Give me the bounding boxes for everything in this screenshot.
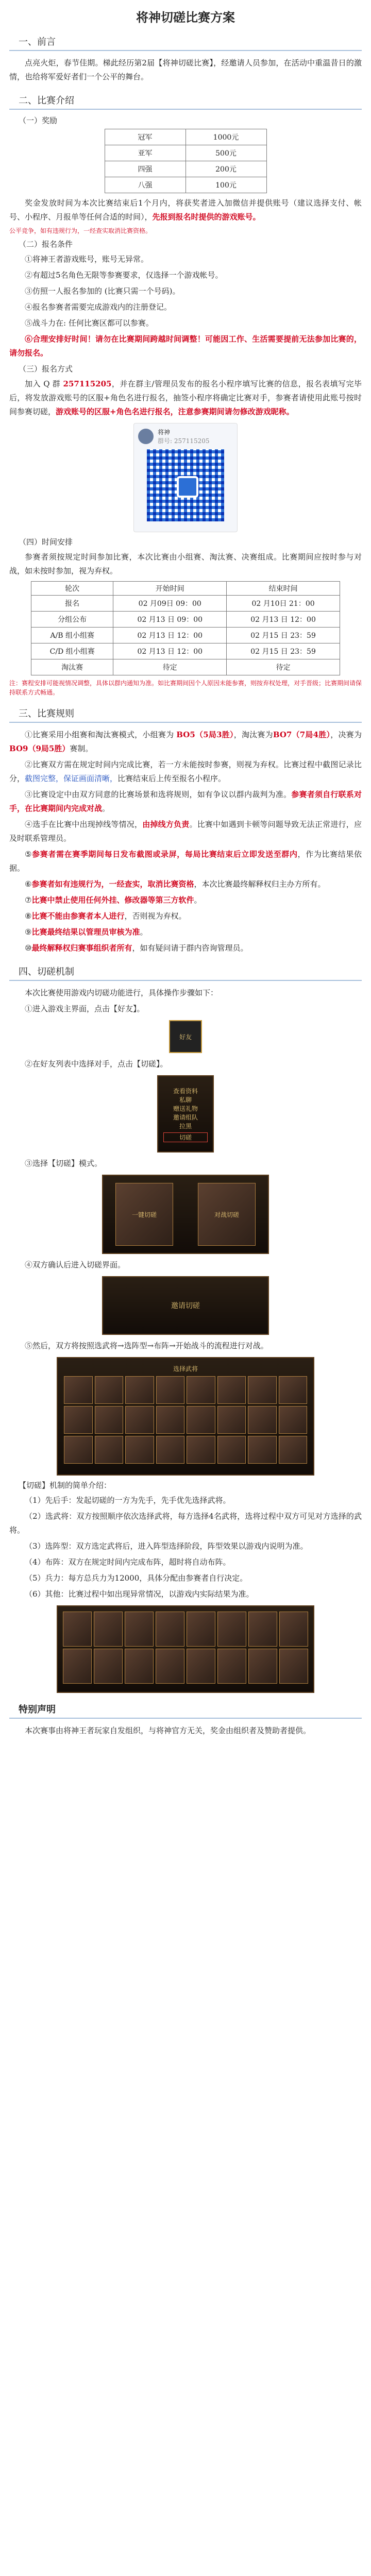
rule-text: 比赛不能由参赛者本人进行 bbox=[31, 911, 125, 921]
prize-row bbox=[105, 129, 266, 145]
signup-item: ⑤战斗力在: 任何比赛区都可以参赛。 bbox=[25, 318, 154, 328]
formation-slot bbox=[187, 1649, 215, 1684]
schedule-cell: 02 月13 日 12：00 bbox=[113, 628, 227, 643]
hero-portrait bbox=[156, 1436, 185, 1464]
formation-slot bbox=[156, 1612, 184, 1647]
signup-way-highlight: 游戏账号的区服+角色名进行报名，注意参赛期间请勿修改游戏昵称。 bbox=[56, 407, 294, 416]
formation-slot bbox=[187, 1612, 215, 1647]
rule-text: ，淘汰赛为 bbox=[233, 730, 273, 739]
formation-slot bbox=[125, 1649, 154, 1684]
rule-text: BO9（9局5胜） bbox=[9, 744, 70, 753]
step-4: ④双方确认后进入切磋界面。 bbox=[25, 1260, 126, 1269]
prize-cell: 冠军 bbox=[105, 129, 185, 145]
hero-select-title: 选择武将 bbox=[173, 1365, 198, 1372]
mechanism-list bbox=[9, 1494, 362, 1601]
hero-portrait bbox=[64, 1406, 93, 1434]
mechanism-intro: 本次比赛使用游戏内切磋功能进行，具体操作步骤如下： bbox=[25, 988, 218, 997]
menu-item: 查看资料 bbox=[173, 1088, 198, 1095]
mechanism-item: （6）其他：比赛过程中如出现异常情况，以游戏内实际结果为准。 bbox=[25, 1589, 254, 1599]
rule-item bbox=[9, 818, 362, 845]
signup-way-paragraph bbox=[9, 377, 362, 419]
prize-cell: 八强 bbox=[105, 177, 185, 193]
hero-portrait bbox=[156, 1406, 185, 1434]
rule-item bbox=[9, 788, 362, 816]
hero-portrait bbox=[125, 1376, 154, 1404]
rule-text: ③比赛设定中由双方同意的比赛场景和选将规则，如有争议以群内裁判为准。 bbox=[25, 790, 292, 799]
screenshot-friend-button bbox=[169, 1020, 202, 1053]
rule-text: 截图完整，保证画面清晰， bbox=[25, 774, 118, 783]
time-title: （四）时间安排 bbox=[19, 537, 73, 547]
prize-table bbox=[105, 129, 267, 193]
hero-portrait bbox=[95, 1436, 124, 1464]
prize-text-highlight: 先报到报名时提供的游戏账号。 bbox=[152, 212, 261, 222]
hero-portrait bbox=[95, 1376, 124, 1404]
rule-text: ①比赛采用小组赛和淘汰赛模式，小组赛为 bbox=[25, 730, 177, 739]
formation-slot bbox=[217, 1649, 246, 1684]
formation-slot bbox=[248, 1612, 277, 1647]
rule-text: ，如有疑问请于群内咨询管理员。 bbox=[132, 943, 248, 953]
formation-grid bbox=[63, 1612, 308, 1684]
rule-text: 。 bbox=[140, 927, 148, 937]
hero-portrait bbox=[125, 1406, 154, 1434]
rule-text: ⑤ bbox=[25, 850, 32, 859]
hero-portrait bbox=[279, 1406, 308, 1434]
formation-slot bbox=[63, 1612, 92, 1647]
hero-portrait bbox=[248, 1376, 277, 1404]
rule-item bbox=[9, 848, 362, 875]
divider bbox=[9, 50, 362, 51]
divider bbox=[9, 980, 362, 981]
mechanism-item: （5）兵力：每方总兵力为12000，具体分配由参赛者自行决定。 bbox=[25, 1573, 248, 1583]
rule-item bbox=[9, 941, 362, 955]
hero-portrait bbox=[187, 1436, 215, 1464]
qr-group-sub: 群号: 257115205 bbox=[158, 437, 210, 445]
rule-text: ，决赛为 bbox=[330, 730, 362, 739]
step-1: ①进入游戏主界面，点击【好友】。 bbox=[25, 1004, 145, 1013]
rule-text: 参赛者如有违规行为，一经查实，取消比赛资格 bbox=[31, 879, 194, 889]
battle-spar-label: 对战切磋 bbox=[214, 1211, 239, 1218]
rule-text: ，本次比赛最终解释权归主办方所有。 bbox=[194, 879, 326, 889]
rule-text: 比赛中禁止使用任何外挂、修改器等第三方软件 bbox=[31, 895, 194, 905]
quick-spar-card bbox=[115, 1183, 173, 1246]
hero-portrait bbox=[156, 1376, 185, 1404]
formation-slot bbox=[279, 1612, 308, 1647]
qq-logo-icon bbox=[177, 476, 198, 498]
hero-portrait bbox=[95, 1406, 124, 1434]
rule-text: BO7（7局4胜） bbox=[273, 730, 331, 739]
menu-item: 邀请组队 bbox=[173, 1114, 198, 1121]
formation-slot bbox=[156, 1649, 184, 1684]
menu-item: 拉黑 bbox=[179, 1123, 192, 1130]
screenshot-hero-select bbox=[57, 1357, 314, 1476]
signup-list bbox=[9, 252, 362, 360]
mechanism-item: （1）先后手：发起切磋的一方为先手，先手优先选择武将。 bbox=[25, 1496, 231, 1505]
prize-title: （一）奖励 bbox=[19, 116, 58, 125]
schedule-cell: A/B 组小组赛 bbox=[31, 628, 113, 643]
schedule-cell: 淘汰赛 bbox=[31, 659, 113, 675]
qr-code-image bbox=[147, 449, 224, 521]
hero-portrait bbox=[279, 1376, 308, 1404]
rule-text: 参赛者需在赛季期间每日发布截图或录屏，每局比赛结束后立即发送至群内 bbox=[32, 850, 298, 859]
rule-text: 。 bbox=[102, 804, 110, 813]
signup-item: ④报名参赛者需要完成游戏内的注册登记。 bbox=[25, 302, 172, 312]
schedule-cell: 02 月09日 09：00 bbox=[113, 596, 227, 612]
battle-spar-card bbox=[198, 1183, 256, 1246]
rule-item bbox=[9, 877, 362, 891]
screenshot-friend-menu bbox=[157, 1075, 214, 1153]
schedule-cell: 分组公布 bbox=[31, 612, 113, 628]
rule-text: ⑥ bbox=[25, 879, 32, 889]
page-title: 将神切磋比赛方案 bbox=[136, 10, 235, 25]
hero-portrait bbox=[217, 1406, 246, 1434]
prize-cell: 200元 bbox=[185, 161, 266, 177]
rule-text: 比赛结束后上传至报名小程序。 bbox=[117, 774, 226, 783]
schedule-cell: 待定 bbox=[113, 659, 227, 675]
rule-text: 赛制。 bbox=[70, 744, 93, 753]
schedule-cell: 报名 bbox=[31, 596, 113, 612]
schedule-cell: 02 月10日 21：00 bbox=[227, 596, 340, 612]
hero-portrait bbox=[187, 1376, 215, 1404]
section-title-3: 三、比赛规则 bbox=[19, 708, 74, 719]
avatar bbox=[138, 429, 154, 444]
rule-text: ⑦ bbox=[25, 895, 32, 905]
schedule-note: 注：赛程安排可能视情况调整，具体以群内通知为准。如比赛期间因个人原因未能参赛，则按弃权处理，对手晋级；比赛期间请保持联系方式畅通。 bbox=[9, 680, 362, 696]
hero-portrait bbox=[187, 1406, 215, 1434]
mechanism-item: （3）选阵型：双方选定武将后，进入阵型选择阶段，阵型效果以游戏内说明为准。 bbox=[25, 1541, 308, 1551]
signup-way-title: （三）报名方式 bbox=[19, 364, 73, 374]
mechanism-item: （2）选武将：双方按照顺序依次选择武将，每方选择4名武将，选将过程中双方可见对方选择的武将。 bbox=[9, 1512, 362, 1535]
rule-text: ，否则视为弃权。 bbox=[124, 911, 187, 921]
rules-list bbox=[9, 728, 362, 955]
rule-text: BO5（5局3胜） bbox=[176, 730, 234, 739]
schedule-cell: 02 月15 日 23：59 bbox=[227, 628, 340, 643]
section-title-4: 四、切磋机制 bbox=[19, 967, 74, 977]
hero-portrait bbox=[217, 1436, 246, 1464]
rule-text: 参赛者须自行联系对手，在比赛期间内完成对战 bbox=[9, 790, 362, 813]
signup-way-text-b: ，并在群主/管理员发布的报名小程序填写比赛的信息，报名表填写完毕后，将发放游戏账号的区服+角色名进行报名，抽签小程序将确定比赛对手，参赛者请使用此账号按时间参赛切磋， bbox=[9, 379, 362, 416]
signup-item: ③仿照一人报名参加的 (比赛只需一个号码)。 bbox=[25, 286, 180, 296]
prize-text: 奖金发放时间为本次比赛结束后1个月内，将获奖者进入加微信并提供账号（建议选择支付、帐号、小程序、月报单等任何合适的时间）， bbox=[9, 198, 362, 222]
schedule-cell: 02 月13 日 12：00 bbox=[227, 612, 340, 628]
prize-cell: 四强 bbox=[105, 161, 185, 177]
time-paragraph: 参赛者须按规定时间参加比赛，本次比赛由小组赛、淘汰赛、决赛组成。比赛期间应按时参与对战，如未按时参加，视为弃权。 bbox=[9, 552, 362, 575]
rule-item bbox=[9, 909, 362, 923]
schedule-cell: 02 月15 日 23：59 bbox=[227, 643, 340, 659]
screenshot-invite-dialog bbox=[102, 1276, 269, 1335]
rule-item bbox=[9, 925, 362, 939]
schedule-header-cell: 结束时间 bbox=[227, 582, 340, 596]
formation-slot bbox=[217, 1612, 246, 1647]
rule-text: 由掉线方负责 bbox=[142, 820, 190, 829]
invite-dialog-label: 邀请切磋 bbox=[171, 1302, 200, 1310]
hero-portrait bbox=[279, 1436, 308, 1464]
step-3: ③选择【切磋】模式。 bbox=[25, 1159, 103, 1168]
qr-card[interactable] bbox=[133, 423, 238, 532]
prize-cell: 1000元 bbox=[185, 129, 266, 145]
qr-group-name: 将神 bbox=[158, 429, 171, 436]
schedule-cell: 02 月13 日 09：00 bbox=[113, 612, 227, 628]
signup-title: （二）报名条件 bbox=[19, 240, 73, 249]
schedule-row bbox=[31, 643, 340, 659]
prize-cell: 100元 bbox=[185, 177, 266, 193]
quick-spar-label: 一键切磋 bbox=[131, 1211, 157, 1218]
hero-portrait bbox=[64, 1376, 93, 1404]
section-title-2: 二、比赛介绍 bbox=[19, 95, 74, 106]
hero-portrait bbox=[248, 1436, 277, 1464]
friend-button-label: 好友 bbox=[179, 1033, 192, 1041]
hero-portrait bbox=[125, 1436, 154, 1464]
rule-text: ⑧ bbox=[25, 911, 32, 921]
formation-slot bbox=[248, 1649, 277, 1684]
prize-paragraph bbox=[9, 196, 362, 224]
prize-row bbox=[105, 177, 266, 193]
schedule-cell: 待定 bbox=[227, 659, 340, 675]
rule-item bbox=[9, 893, 362, 907]
rule-item bbox=[9, 728, 362, 756]
hero-portrait bbox=[248, 1406, 277, 1434]
screenshot-spar-mode bbox=[102, 1175, 269, 1254]
prize-cell: 500元 bbox=[185, 145, 266, 161]
rule-text: ②比赛双方需在规定时间内完成比赛，若一方未能按时参赛，则视为弃权。比赛过程中截图记录比分， bbox=[9, 760, 362, 783]
formation-slot bbox=[125, 1612, 154, 1647]
signup-item: ②有超过5名角色无限等参赛要求，仅选择一个游戏帐号。 bbox=[25, 270, 223, 280]
rule-text: 比赛最终结果以管理员审核为准 bbox=[31, 927, 140, 937]
formation-slot bbox=[63, 1649, 92, 1684]
divider bbox=[9, 722, 362, 723]
signup-item: ①将神王者游戏账号，账号无异常。 bbox=[25, 255, 149, 264]
mechanism-item: （4）布阵：双方在规定时间内完成布阵，超时将自动布阵。 bbox=[25, 1557, 231, 1567]
prize-row bbox=[105, 145, 266, 161]
schedule-table bbox=[31, 581, 340, 675]
signup-item: ⑥合理安排好时间！请勿在比赛期间跨越时间调整！可能因工作、生活需要提前无法参加比赛的，请勿报名。 bbox=[9, 334, 362, 358]
formation-slot bbox=[94, 1612, 123, 1647]
hero-portrait bbox=[217, 1376, 246, 1404]
schedule-row bbox=[31, 628, 340, 643]
hero-portrait bbox=[64, 1436, 93, 1464]
menu-item: 私聊 bbox=[179, 1096, 192, 1104]
rule-text: ⑨ bbox=[25, 927, 32, 937]
schedule-row bbox=[31, 612, 340, 628]
document-page bbox=[0, 7, 371, 2576]
formation-slot bbox=[279, 1649, 308, 1684]
schedule-header-cell: 轮次 bbox=[31, 582, 113, 596]
intro-paragraph: 点亮火炬，春节佳期。梯此经历第2届【将神切磋比赛】，经邀请人员参加，在活动中重温昔日的激情，也给将军爱好者们一个公平的舞台。 bbox=[9, 58, 362, 81]
prize-note: 公平竞争，如有违规行为，一经查实取消比赛资格。 bbox=[9, 227, 152, 234]
schedule-row bbox=[31, 659, 340, 675]
menu-item-spar: 切磋 bbox=[163, 1132, 208, 1142]
menu-item: 赠送礼物 bbox=[173, 1105, 198, 1112]
qq-group-number[interactable]: 257115205 bbox=[63, 379, 112, 388]
hero-grid bbox=[64, 1376, 307, 1464]
step-5 bbox=[9, 1339, 362, 1353]
step-2: ②在好友列表中选择对手，点击【切磋】。 bbox=[25, 1059, 168, 1069]
rule-text: ④选手在比赛中出现掉线等情况， bbox=[25, 820, 143, 829]
rule-text: ，作为比赛结果依据。 bbox=[9, 850, 362, 873]
screenshot-battle-formation bbox=[57, 1605, 314, 1693]
rule-text: 。比赛中如遇到卡顿等问题导致无法正常进行，应及时联系管理员。 bbox=[9, 820, 362, 843]
rule-text: 最终解释权归赛事组织者所有 bbox=[31, 943, 132, 953]
formation-slot bbox=[94, 1649, 123, 1684]
schedule-cell: C/D 组小组赛 bbox=[31, 643, 113, 659]
divider bbox=[9, 109, 362, 110]
rule-item bbox=[9, 758, 362, 786]
step-5-text: ⑤然后，双方将按照选武将→选阵型→布阵→开始战斗的流程进行对战。 bbox=[25, 1341, 268, 1350]
schedule-cell: 02 月13 日 12：00 bbox=[113, 643, 227, 659]
divider bbox=[9, 1718, 362, 1719]
schedule-header-cell: 开始时间 bbox=[113, 582, 227, 596]
prize-row bbox=[105, 161, 266, 177]
statement-paragraph: 本次赛事由将神王者玩家自发组织，与将神官方无关，奖金由组织者及赞助者提供。 bbox=[25, 1726, 311, 1735]
section-title-1: 一、前言 bbox=[19, 37, 56, 47]
signup-way-text: 加入 Q 群 bbox=[25, 379, 63, 388]
rule-text: ⑩ bbox=[25, 943, 32, 953]
prize-cell: 亚军 bbox=[105, 145, 185, 161]
rule-text: 。 bbox=[194, 895, 202, 905]
section-title-5: 特别声明 bbox=[19, 1704, 56, 1715]
schedule-row bbox=[31, 596, 340, 612]
mechanism-title: 【切磋】机制的简单介绍： bbox=[19, 1481, 112, 1490]
